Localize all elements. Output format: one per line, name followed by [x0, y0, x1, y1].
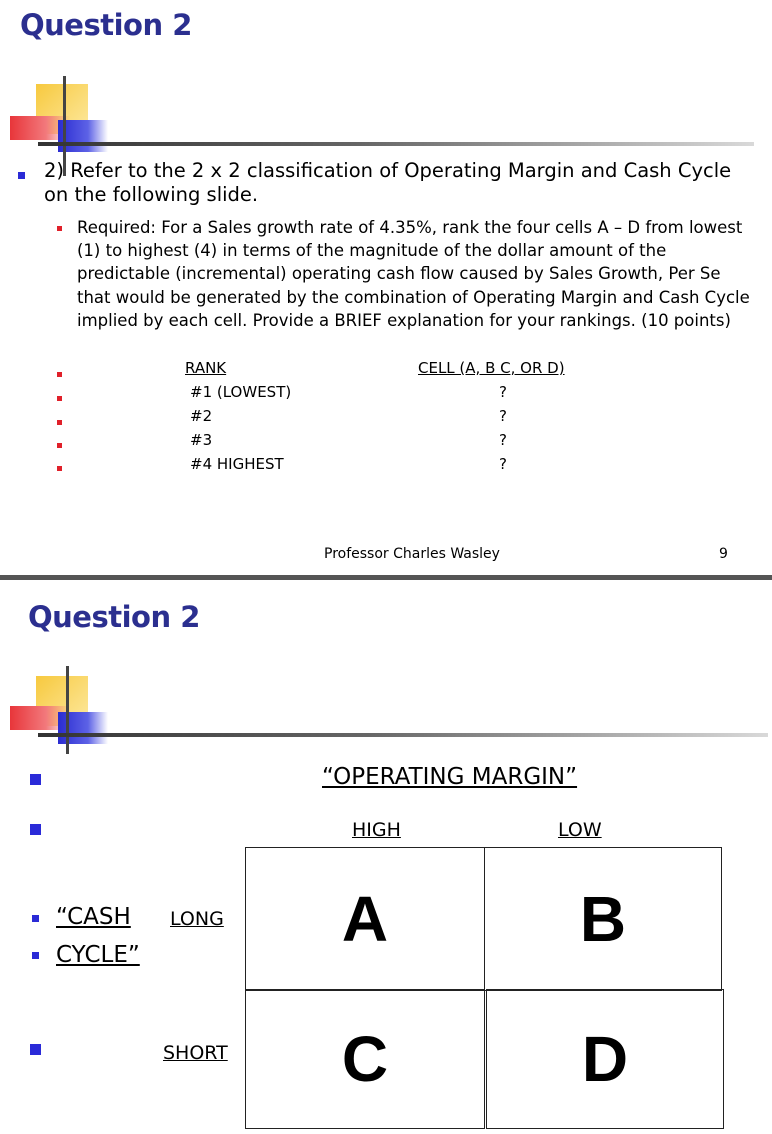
rank-row-1: #1 (LOWEST): [190, 383, 292, 401]
sub-bullet-marker: [57, 396, 62, 401]
bullet-marker: [30, 1044, 41, 1055]
cell-row-3: ?: [499, 431, 507, 449]
main-bullet-text: 2) Refer to the 2 x 2 classification of Operating Margin and Cash Cycle on the following slide.: [44, 159, 732, 206]
bullet-marker: [18, 172, 25, 179]
bullet-marker: [30, 824, 41, 835]
slide-2: [0, 580, 772, 1134]
cell-row-4: ?: [499, 455, 507, 473]
long-label: LONG: [170, 908, 224, 930]
matrix-cell-a: A: [245, 847, 485, 991]
rank-header: RANK: [185, 359, 227, 377]
page-number: 9: [719, 546, 728, 562]
rank-row-4: #4 HIGHEST: [190, 455, 284, 473]
rank-row-2: #2: [190, 407, 213, 425]
low-label: LOW: [558, 819, 602, 841]
short-label: SHORT: [163, 1042, 228, 1064]
bullet-marker: [30, 774, 41, 785]
cell-row-2: ?: [499, 407, 507, 425]
matrix-cell-b: B: [484, 847, 722, 991]
sub-bullet-marker: [57, 372, 62, 377]
sub-bullet-marker: [57, 226, 62, 231]
matrix-cell-c: C: [245, 989, 485, 1129]
sub-bullet-marker: [57, 443, 62, 448]
sub-bullet-text: Required: For a Sales growth rate of 4.35%, rank the four cells A – D from lowest (1) to highest (4) in terms of the magnitude of the dollar amount of the predictable (incremental) operating cash flow caused by Sales Growth, Per Se that would be generated by the combination of Operating Margin and Cash Cycle implied by each cell. Provide a BRIEF explanation for your rankings. (10 points): [77, 218, 750, 330]
matrix-cell-d: D: [486, 989, 724, 1129]
high-label: HIGH: [352, 819, 401, 841]
sub-bullet-marker: [57, 420, 62, 425]
cycle-label: CYCLE”: [56, 942, 140, 968]
cell-row-1: ?: [499, 383, 507, 401]
slide-title: Question 2: [28, 600, 200, 634]
cell-header: CELL (A, B C, OR D): [418, 359, 565, 377]
rank-row-3: #3: [190, 431, 213, 449]
cash-label: “CASH: [56, 904, 131, 930]
bullet-marker: [32, 952, 39, 959]
footer-professor: Professor Charles Wasley: [324, 546, 500, 562]
operating-margin-label: “OPERATING MARGIN”: [322, 764, 578, 790]
slide-title: Question 2: [20, 8, 192, 42]
sub-bullet-marker: [57, 466, 62, 471]
bullet-marker: [32, 915, 39, 922]
